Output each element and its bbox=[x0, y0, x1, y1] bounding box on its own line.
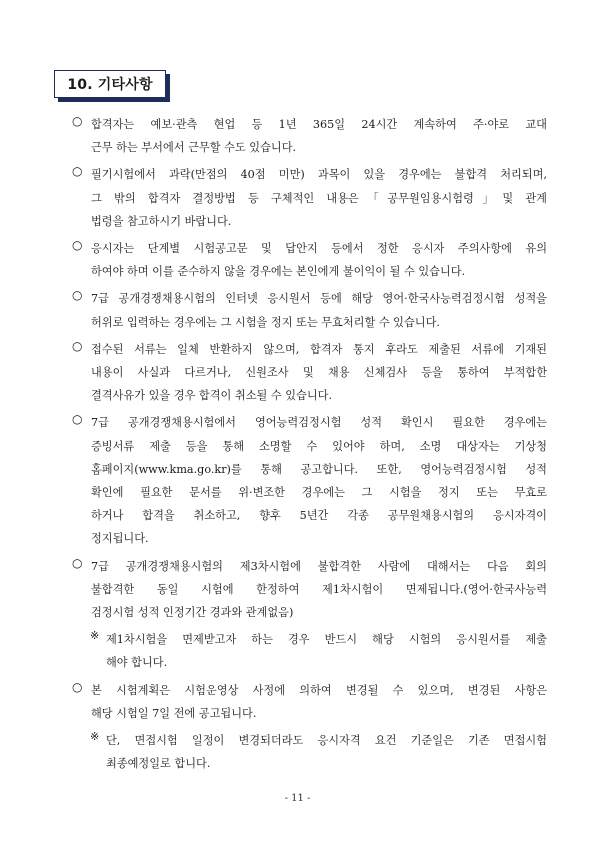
text-line: 해야 합니다. bbox=[106, 656, 168, 670]
note-item bbox=[0, 729, 595, 775]
text-line: 7급 공개경쟁채용시험의 인터넷 응시원서 등에 해당 영어·한국사능력검정시험 성적을 bbox=[91, 292, 547, 306]
reference-mark: ※ bbox=[90, 730, 100, 744]
text-line: 7급 공개경쟁채용시험의 제3차시험에 불합격한 사람에 대해서는 다음 회의 bbox=[91, 559, 547, 573]
text-line: 그 밖의 합격자 결정방법 등 구체적인 내용은「공무원임용시험령」및 관계 bbox=[91, 191, 547, 205]
text-line: 근무 하는 부서에서 근무할 수도 있습니다. bbox=[91, 141, 297, 155]
bullet-circle: ○ bbox=[72, 114, 83, 128]
text-line: 하거나 합격을 취소하고, 향후 5년간 각종 공무원채용시험의 응시자격이 bbox=[91, 509, 547, 523]
text-line: 확인에 필요한 문서를 위·변조한 경우에는 그 시험을 정지 또는 무효로 bbox=[91, 486, 547, 500]
list-item bbox=[0, 679, 595, 725]
text-line: 불합격한 동일 시험에 한정하여 제1차시험이 면제됩니다.(영어·한국사능력 bbox=[91, 582, 547, 596]
text-line: 접수된 서류는 일체 반환하지 않으며, 합격자 통지 후라도 제출된 서류에 기재된 bbox=[91, 342, 547, 356]
text-line: 필기시험에서 과락(만점의 40점 미만) 과목이 있을 경우에는 불합격 처리되며, bbox=[91, 168, 547, 182]
reference-mark: ※ bbox=[90, 629, 100, 643]
text-line: 허위로 입력하는 경우에는 그 시험을 정지 또는 무효처리할 수 있습니다. bbox=[91, 315, 440, 329]
text-line: 단, 면접시험 일정이 변경되더라도 응시자격 요건 기준일은 기존 면접시험 bbox=[106, 734, 547, 748]
list-item bbox=[0, 113, 595, 159]
text-line: 응시자는 단계별 시험공고문 및 답안지 등에서 정한 응시자 주의사항에 유의 bbox=[91, 242, 547, 256]
text-line: 해당 시험일 7일 전에 공고됩니다. bbox=[91, 706, 257, 720]
list-item bbox=[0, 411, 595, 550]
list-item bbox=[0, 555, 595, 625]
list-item bbox=[0, 237, 595, 283]
notice-list bbox=[0, 113, 595, 779]
bullet-circle: ○ bbox=[72, 164, 83, 179]
text-line: 내용이 사실과 다르거나, 신원조사 및 채용 신체검사 등을 통하여 부적합한 bbox=[91, 366, 547, 380]
bullet-circle: ○ bbox=[72, 555, 83, 570]
text-line: 증빙서류 제출 등을 통해 소명할 수 있어야 하며, 소명 대상자는 기상청 bbox=[91, 439, 547, 453]
text-line: 최종예정일로 합니다. bbox=[106, 757, 211, 771]
text-line: 검정시험 성적 인정기간 경과와 관계없음) bbox=[91, 606, 294, 620]
page-number: - 11 - bbox=[284, 793, 311, 804]
text-line: 법령을 참고하시기 바랍니다. bbox=[91, 214, 232, 228]
list-item bbox=[0, 338, 595, 408]
text-line: 하여야 하며 이를 준수하지 않을 경우에는 본인에게 불이익이 될 수 있습니다. bbox=[91, 265, 466, 279]
bullet-circle: ○ bbox=[72, 238, 83, 253]
note-item bbox=[0, 628, 595, 674]
section-heading-box bbox=[54, 70, 166, 98]
bullet-circle: ○ bbox=[72, 679, 83, 694]
bullet-circle: ○ bbox=[72, 412, 83, 427]
text-line: 홈페이지(www.kma.go.kr)를 통해 공고합니다. 또한, 영어능력검정시험 성적 bbox=[91, 462, 547, 476]
bullet-circle: ○ bbox=[72, 338, 83, 353]
text-line: 합격자는 예보·관측 현업 등 1년 365일 24시간 계속하여 주·야로 교대 bbox=[91, 118, 547, 131]
list-item bbox=[0, 163, 595, 233]
bullet-circle: ○ bbox=[72, 288, 83, 303]
text-line: 7급 공개경쟁채용시험에서 영어능력검정시험 성적 확인시 필요한 경우에는 bbox=[91, 416, 547, 430]
section-title: 10. 기타사항 bbox=[67, 77, 153, 93]
text-line: 제1차시험을 면제받고자 하는 경우 반드시 해당 시험의 응시원서를 제출 bbox=[106, 633, 547, 647]
text-line: 결격사유가 있을 경우 합격이 취소될 수 있습니다. bbox=[91, 389, 333, 403]
list-item bbox=[0, 287, 595, 333]
text-line: 본 시험계획은 시험운영상 사정에 의하여 변경될 수 있으며, 변경된 사항은 bbox=[91, 683, 547, 697]
text-line: 정지됩니다. bbox=[91, 532, 149, 546]
